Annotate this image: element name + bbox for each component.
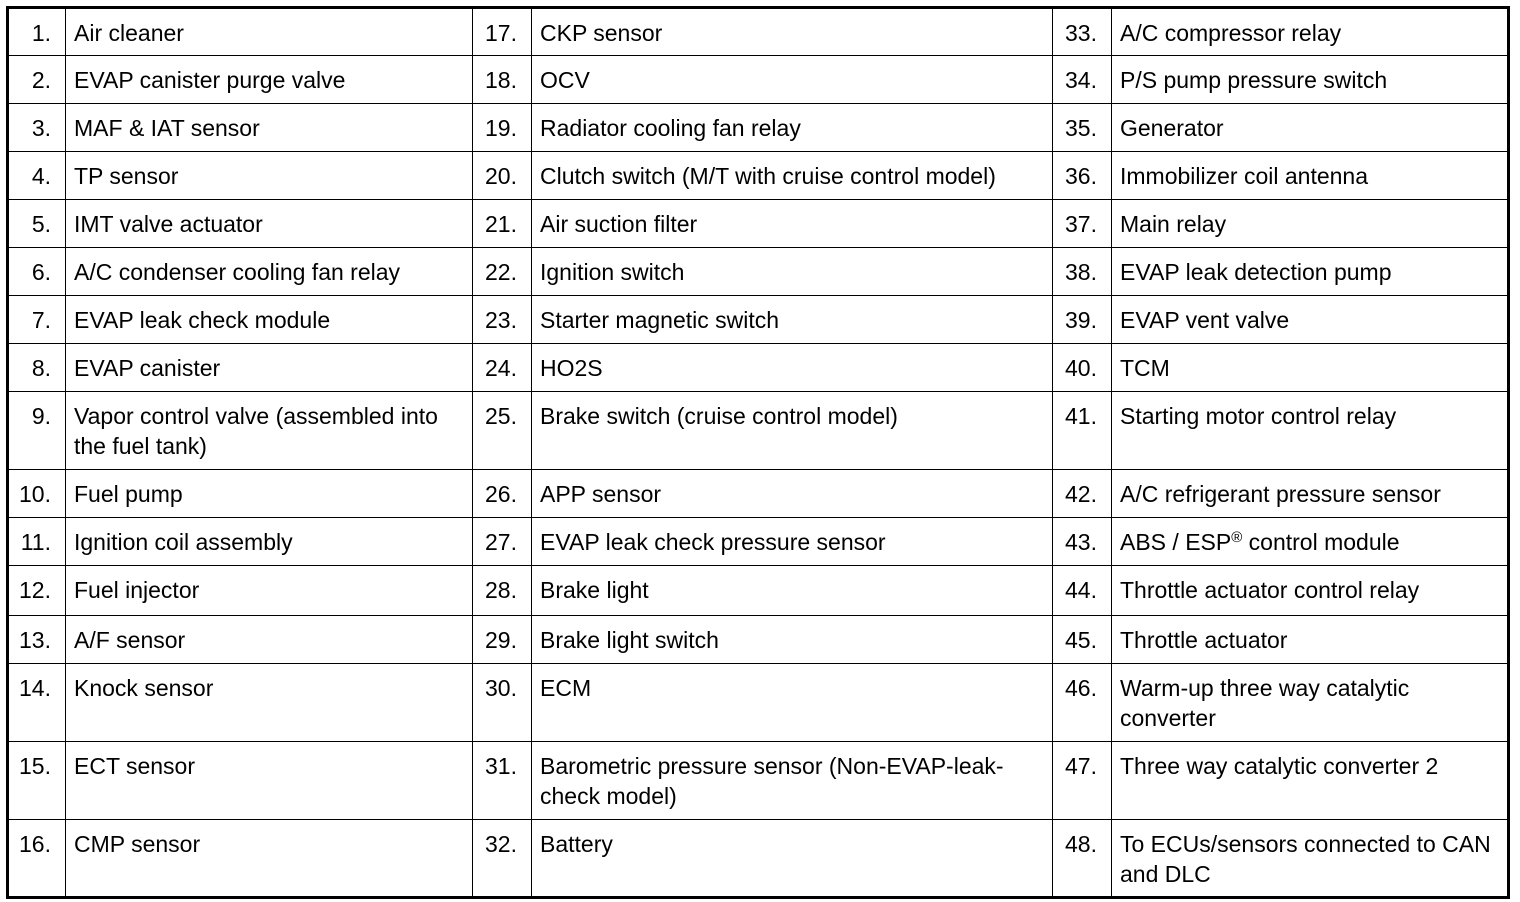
item-number: 35. bbox=[1053, 104, 1112, 152]
item-label: EVAP leak detection pump bbox=[1112, 248, 1509, 296]
item-number: 10. bbox=[8, 470, 66, 518]
table-row bbox=[8, 104, 1509, 152]
item-number: 30. bbox=[473, 664, 532, 742]
item-number: 5. bbox=[8, 200, 66, 248]
item-label: Ignition switch bbox=[532, 248, 1053, 296]
item-label: A/C condenser cooling fan relay bbox=[66, 248, 473, 296]
item-number: 11. bbox=[8, 518, 66, 566]
item-label: EVAP canister purge valve bbox=[66, 56, 473, 104]
item-number: 41. bbox=[1053, 392, 1112, 470]
table-row bbox=[8, 392, 1509, 470]
item-label-text: ABS / ESP bbox=[1120, 529, 1232, 555]
item-label: EVAP vent valve bbox=[1112, 296, 1509, 344]
item-label: Generator bbox=[1112, 104, 1509, 152]
item-label: Throttle actuator control relay bbox=[1112, 566, 1509, 616]
item-label: TCM bbox=[1112, 344, 1509, 392]
item-number: 27. bbox=[473, 518, 532, 566]
item-number: 16. bbox=[8, 820, 66, 898]
item-number: 29. bbox=[473, 616, 532, 664]
item-label: To ECUs/sensors connected to CAN and DLC bbox=[1112, 820, 1509, 898]
item-number: 38. bbox=[1053, 248, 1112, 296]
table-row bbox=[8, 742, 1509, 820]
item-number: 39. bbox=[1053, 296, 1112, 344]
item-number: 8. bbox=[8, 344, 66, 392]
item-label: A/C refrigerant pressure sensor bbox=[1112, 470, 1509, 518]
item-label: EVAP leak check module bbox=[66, 296, 473, 344]
table-row bbox=[8, 8, 1509, 56]
item-number: 1. bbox=[8, 8, 66, 56]
item-number: 47. bbox=[1053, 742, 1112, 820]
item-number: 21. bbox=[473, 200, 532, 248]
item-number: 2. bbox=[8, 56, 66, 104]
table-row bbox=[8, 470, 1509, 518]
item-label: Throttle actuator bbox=[1112, 616, 1509, 664]
item-label: CKP sensor bbox=[532, 8, 1053, 56]
item-number: 36. bbox=[1053, 152, 1112, 200]
item-number: 32. bbox=[473, 820, 532, 898]
table-row bbox=[8, 616, 1509, 664]
item-label: Ignition coil assembly bbox=[66, 518, 473, 566]
item-number: 26. bbox=[473, 470, 532, 518]
item-label: Three way catalytic converter 2 bbox=[1112, 742, 1509, 820]
item-number: 34. bbox=[1053, 56, 1112, 104]
item-number: 7. bbox=[8, 296, 66, 344]
item-label: ECT sensor bbox=[66, 742, 473, 820]
table-row bbox=[8, 296, 1509, 344]
item-number: 12. bbox=[8, 566, 66, 616]
item-label: MAF & IAT sensor bbox=[66, 104, 473, 152]
item-label: Barometric pressure sensor (Non-EVAP-leak-check model) bbox=[532, 742, 1053, 820]
item-label-suffix: control module bbox=[1242, 529, 1400, 555]
item-number: 24. bbox=[473, 344, 532, 392]
table-row bbox=[8, 344, 1509, 392]
item-label: Immobilizer coil antenna bbox=[1112, 152, 1509, 200]
item-label: TP sensor bbox=[66, 152, 473, 200]
item-number: 14. bbox=[8, 664, 66, 742]
item-number: 45. bbox=[1053, 616, 1112, 664]
item-number: 17. bbox=[473, 8, 532, 56]
item-label: A/F sensor bbox=[66, 616, 473, 664]
item-number: 33. bbox=[1053, 8, 1112, 56]
item-number: 18. bbox=[473, 56, 532, 104]
item-number: 25. bbox=[473, 392, 532, 470]
item-label: Air cleaner bbox=[66, 8, 473, 56]
table-row bbox=[8, 820, 1509, 898]
registered-mark: ® bbox=[1231, 529, 1243, 546]
item-label: A/C compressor relay bbox=[1112, 8, 1509, 56]
item-number: 22. bbox=[473, 248, 532, 296]
table-row bbox=[8, 664, 1509, 742]
item-number: 37. bbox=[1053, 200, 1112, 248]
item-number: 46. bbox=[1053, 664, 1112, 742]
item-label: EVAP canister bbox=[66, 344, 473, 392]
item-number: 44. bbox=[1053, 566, 1112, 616]
component-legend-table bbox=[6, 6, 1510, 899]
table-row bbox=[8, 248, 1509, 296]
item-label bbox=[1112, 518, 1509, 566]
item-number: 43. bbox=[1053, 518, 1112, 566]
item-number: 3. bbox=[8, 104, 66, 152]
item-label: Fuel injector bbox=[66, 566, 473, 616]
item-number: 6. bbox=[8, 248, 66, 296]
item-number: 15. bbox=[8, 742, 66, 820]
item-label: Starter magnetic switch bbox=[532, 296, 1053, 344]
item-label: Knock sensor bbox=[66, 664, 473, 742]
item-label: Fuel pump bbox=[66, 470, 473, 518]
item-number: 48. bbox=[1053, 820, 1112, 898]
table-row bbox=[8, 566, 1509, 616]
item-label: Vapor control valve (assembled into the fuel tank) bbox=[66, 392, 473, 470]
table-row bbox=[8, 56, 1509, 104]
item-number: 13. bbox=[8, 616, 66, 664]
table-row bbox=[8, 152, 1509, 200]
item-label: Clutch switch (M/T with cruise control model) bbox=[532, 152, 1053, 200]
item-label: Brake light switch bbox=[532, 616, 1053, 664]
table-row bbox=[8, 200, 1509, 248]
item-label: Radiator cooling fan relay bbox=[532, 104, 1053, 152]
item-number: 20. bbox=[473, 152, 532, 200]
item-label: IMT valve actuator bbox=[66, 200, 473, 248]
table-row bbox=[8, 518, 1509, 566]
item-label: HO2S bbox=[532, 344, 1053, 392]
item-label: Brake switch (cruise control model) bbox=[532, 392, 1053, 470]
item-label: OCV bbox=[532, 56, 1053, 104]
item-label: P/S pump pressure switch bbox=[1112, 56, 1509, 104]
item-label: Starting motor control relay bbox=[1112, 392, 1509, 470]
item-label: EVAP leak check pressure sensor bbox=[532, 518, 1053, 566]
item-number: 42. bbox=[1053, 470, 1112, 518]
item-label: CMP sensor bbox=[66, 820, 473, 898]
item-number: 28. bbox=[473, 566, 532, 616]
item-label: Warm-up three way catalytic converter bbox=[1112, 664, 1509, 742]
item-label: Main relay bbox=[1112, 200, 1509, 248]
item-number: 9. bbox=[8, 392, 66, 470]
item-number: 23. bbox=[473, 296, 532, 344]
item-label: ECM bbox=[532, 664, 1053, 742]
item-number: 40. bbox=[1053, 344, 1112, 392]
item-label: Battery bbox=[532, 820, 1053, 898]
item-label: APP sensor bbox=[532, 470, 1053, 518]
item-label: Air suction filter bbox=[532, 200, 1053, 248]
item-number: 19. bbox=[473, 104, 532, 152]
item-label: Brake light bbox=[532, 566, 1053, 616]
item-number: 4. bbox=[8, 152, 66, 200]
item-number: 31. bbox=[473, 742, 532, 820]
